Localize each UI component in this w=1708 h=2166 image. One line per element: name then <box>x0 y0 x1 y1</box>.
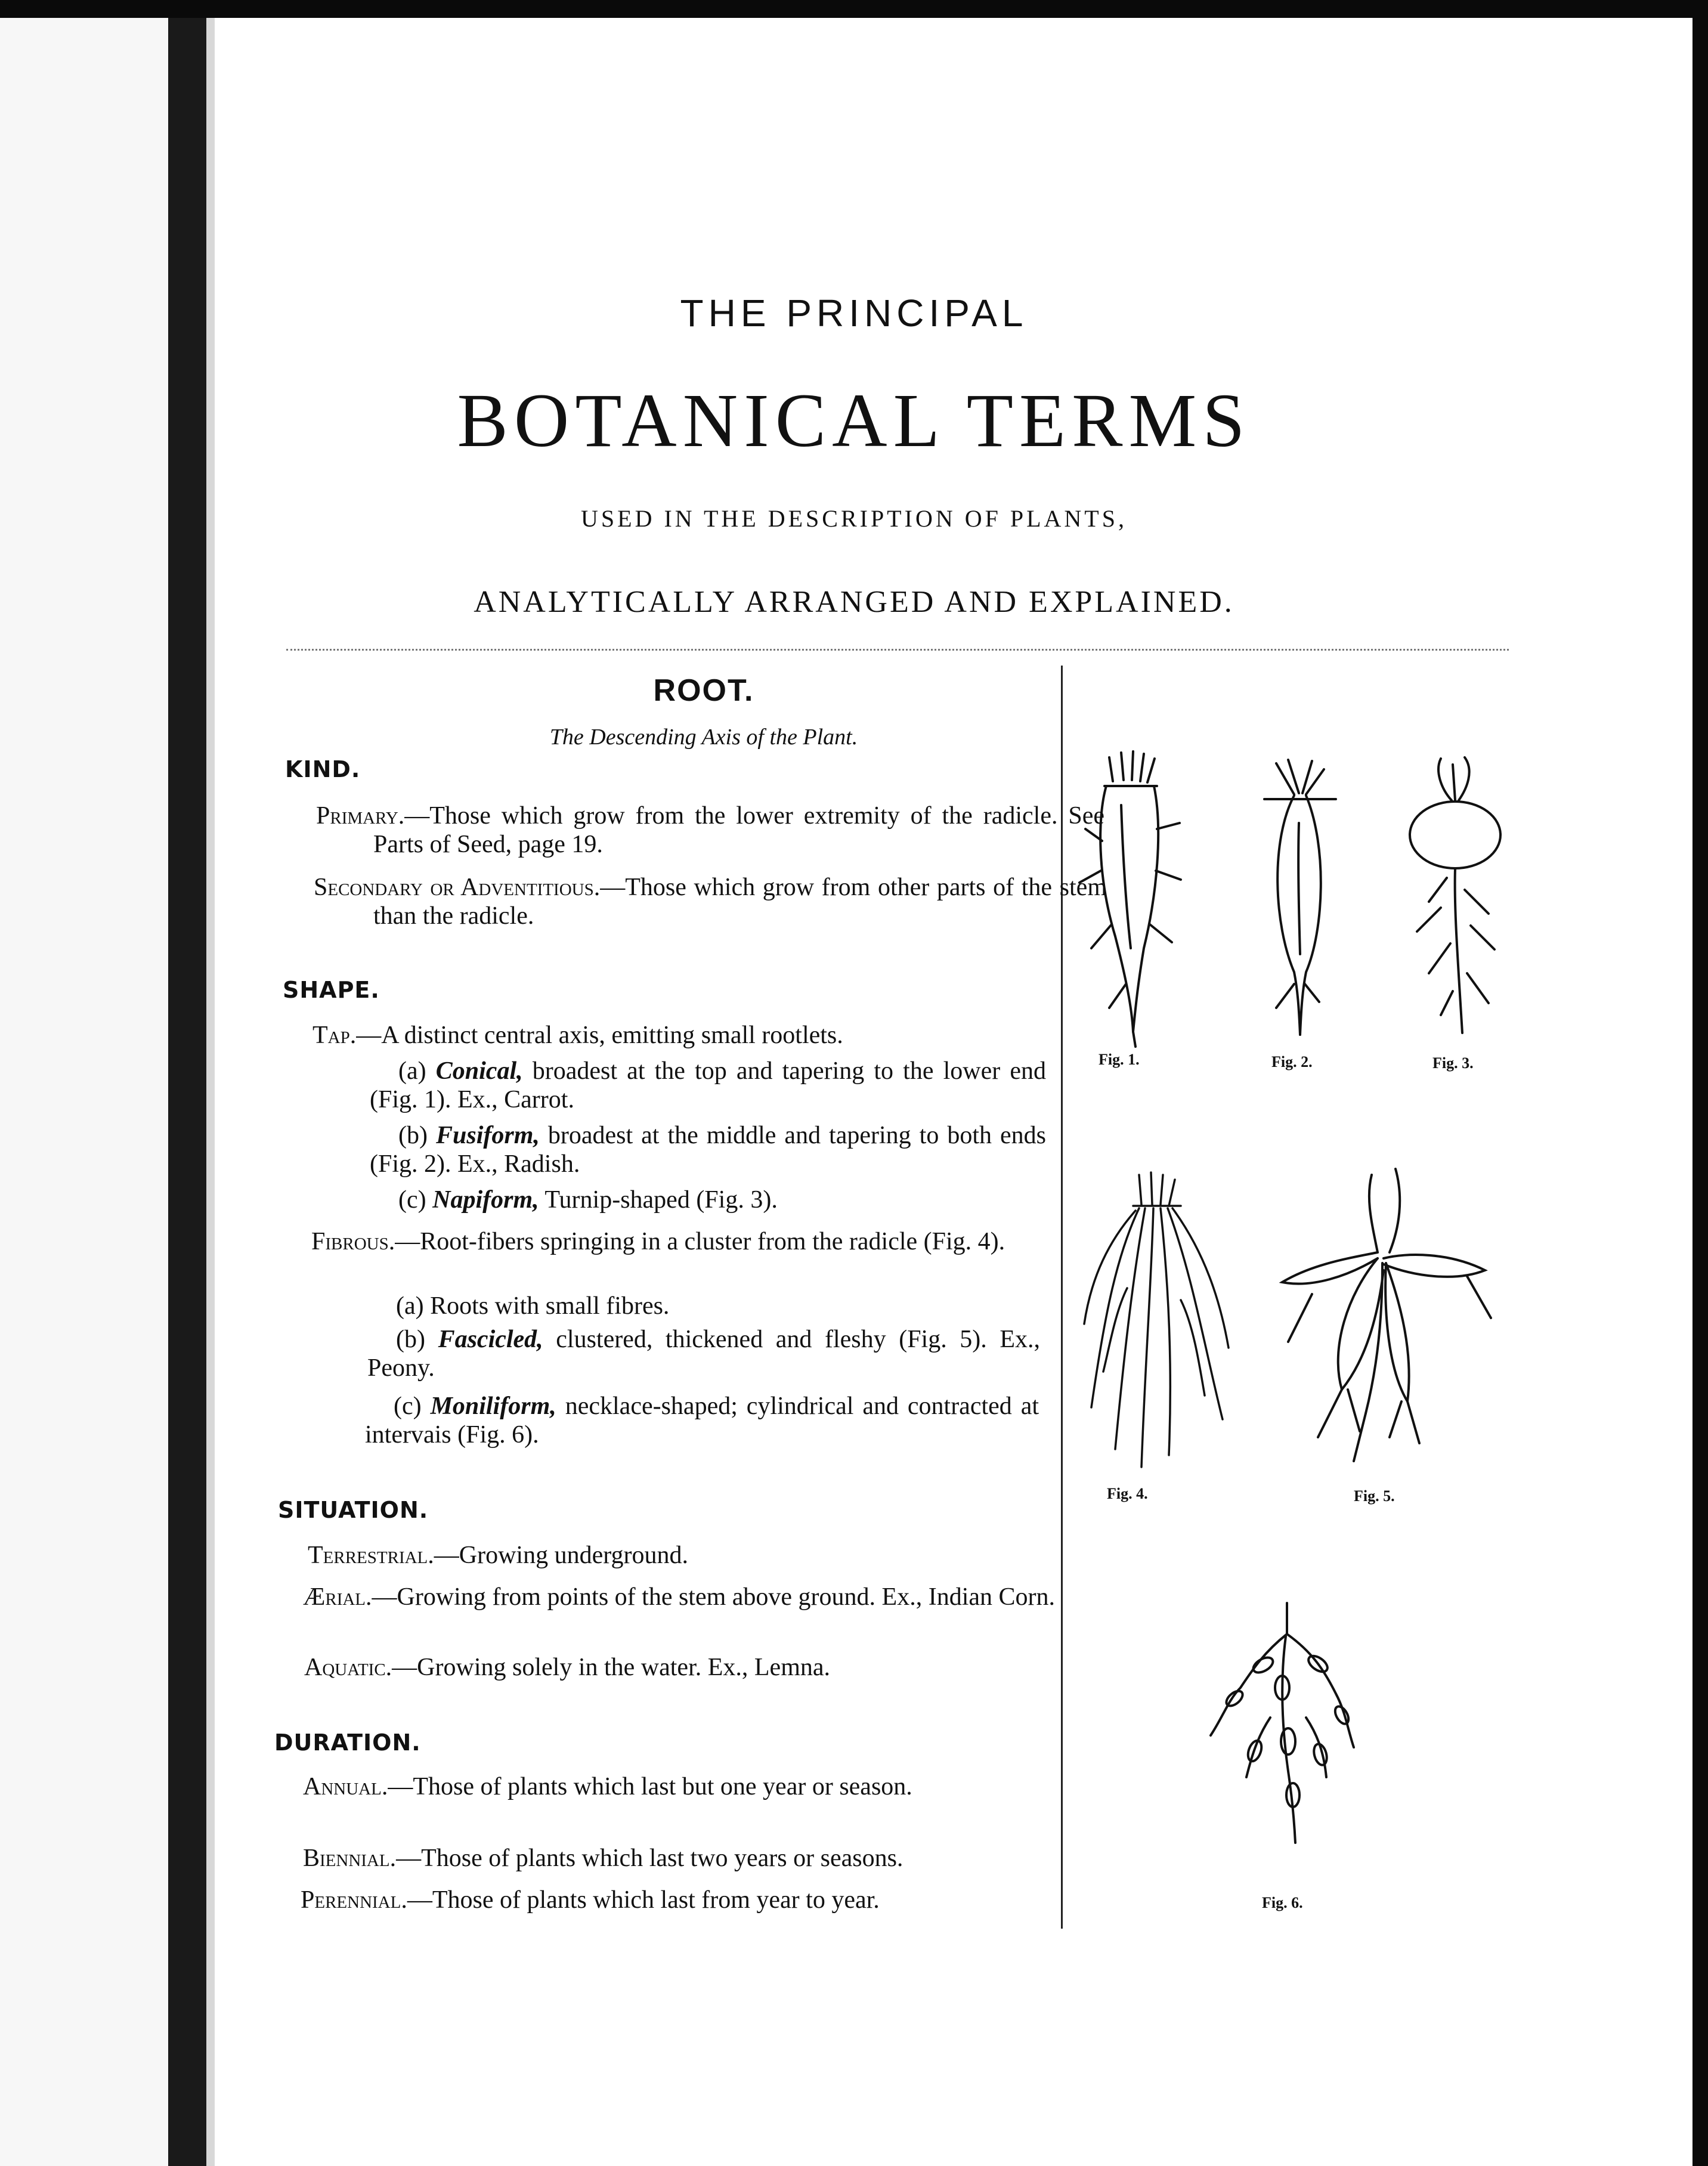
term-fascicled: Fascicled, <box>438 1326 543 1353</box>
term-perennial: Perennial. <box>301 1886 407 1914</box>
figure-4-fibrous-root-drawing <box>1079 1169 1234 1479</box>
term-secondary: Secondary or Adventitious. <box>314 874 601 901</box>
text-aquatic: —Growing solely in the water. Ex., Lemna. <box>392 1654 831 1681</box>
term-conical: Conical, <box>435 1057 523 1085</box>
scan-top-edge <box>0 0 1708 18</box>
caption-fig-6: Fig. 6. <box>1262 1894 1303 1911</box>
prefix-fascicled: (b) <box>396 1326 425 1353</box>
prefix-conical: (a) <box>398 1057 426 1085</box>
term-terrestrial: Terrestrial. <box>308 1542 434 1569</box>
entry-fibrous <box>311 1227 1040 1256</box>
figure-5-fascicled-root-drawing <box>1276 1163 1503 1485</box>
text-tap: —A distinct central axis, emitting small rootlets. <box>356 1022 843 1049</box>
entry-terrestrial <box>308 1541 1035 1570</box>
left-page-margin <box>0 18 168 2166</box>
category-shape: SHAPE. <box>283 977 380 1003</box>
book-binding-shadow <box>168 18 206 2166</box>
text-aerial: —Growing from points of the stem above ground. Ex., Indian Corn. <box>372 1583 1055 1611</box>
term-napiform: Napiform, <box>432 1186 539 1214</box>
text-fibrous: —Root-fibers springing in a cluster from the radicle (Fig. 4). <box>395 1228 1005 1255</box>
prefix-moniliform: (c) <box>394 1393 422 1420</box>
section-subtitle-root: The Descending Axis of the Plant. <box>549 725 858 750</box>
entry-fusiform <box>370 1121 1046 1178</box>
section-title-root: ROOT. <box>653 673 754 708</box>
entry-aerial <box>303 1583 1094 1611</box>
term-aerial: Ærial. <box>303 1583 372 1611</box>
dotted-divider <box>286 649 1509 651</box>
figure-6-moniliform-root-drawing <box>1193 1598 1366 1849</box>
term-fibrous: Fibrous. <box>311 1228 395 1255</box>
text-perennial: —Those of plants which last from year to year. <box>407 1886 880 1914</box>
category-kind: KIND. <box>285 756 361 782</box>
term-aquatic: Aquatic. <box>304 1654 392 1681</box>
text-secondary: —Those which grow from other parts of the stem than the radicle. <box>373 874 1107 930</box>
entry-moniliform <box>365 1392 1039 1449</box>
text-fascicled: clustered, thickened and fleshy (Fig. 5). Ex., Peony. <box>367 1326 1041 1382</box>
entry-annual <box>303 1772 1089 1801</box>
scan-right-edge <box>1692 18 1708 2166</box>
page-title: BOTANICAL TERMS <box>457 378 1251 463</box>
entry-fascicled <box>367 1325 1040 1382</box>
term-annual: Annual. <box>303 1773 388 1800</box>
prefix-fusiform: (b) <box>398 1122 428 1149</box>
caption-fig-1: Fig. 1. <box>1099 1051 1140 1068</box>
caption-fig-5: Fig. 5. <box>1354 1487 1395 1505</box>
entry-aquatic <box>304 1653 1033 1682</box>
caption-fig-2: Fig. 2. <box>1271 1053 1313 1070</box>
text-moniliform: necklace-shaped; cylindrical and contracted at intervais (Fig. 6). <box>365 1393 1039 1449</box>
heading-arranged: ANALYTICALLY ARRANGED AND EXPLAINED. <box>474 585 1234 619</box>
term-moniliform: Moniliform, <box>430 1393 556 1420</box>
entry-primary <box>316 802 1104 859</box>
term-biennial: Biennial. <box>303 1845 397 1872</box>
category-duration: DURATION. <box>274 1729 421 1756</box>
figure-2-fusiform-root-drawing <box>1252 757 1348 1038</box>
text-napiform: Turnip-shaped (Fig. 3). <box>544 1186 778 1214</box>
text-annual: —Those of plants which last but one year or season. <box>388 1773 912 1800</box>
entry-tap <box>312 1021 1046 1050</box>
entry-perennial <box>301 1886 1032 1914</box>
term-primary: Primary. <box>316 802 405 830</box>
text-primary: —Those which grow from the lower extremity of the radicle. See Parts of Seed, page 19. <box>373 802 1104 858</box>
entry-biennial <box>303 1844 1032 1873</box>
entry-conical <box>370 1057 1046 1114</box>
figure-1-conical-root-drawing <box>1073 745 1193 1050</box>
text-fusiform: broadest at the middle and tapering to both ends (Fig. 2). Ex., Radish. <box>370 1122 1046 1178</box>
heading-subtitle: USED IN THE DESCRIPTION OF PLANTS, <box>581 505 1127 532</box>
binding-highlight <box>206 18 215 2166</box>
figure-3-napiform-root-drawing <box>1405 753 1506 1045</box>
prefix-napiform: (c) <box>398 1186 426 1214</box>
heading-line-1: THE PRINCIPAL <box>680 292 1028 335</box>
category-situation: SITUATION. <box>278 1497 429 1523</box>
entry-napiform <box>398 1186 1046 1214</box>
term-tap: Tap. <box>312 1022 357 1049</box>
caption-fig-4: Fig. 4. <box>1107 1485 1148 1502</box>
entry-secondary <box>314 873 1107 930</box>
text-conical: broadest at the top and tapering to the lower end (Fig. 1). Ex., Carrot. <box>370 1057 1047 1113</box>
term-fusiform: Fusiform, <box>435 1122 540 1149</box>
entry-small-fibres: (a) Roots with small fibres. <box>396 1292 670 1320</box>
text-terrestrial: —Growing underground. <box>434 1542 688 1569</box>
caption-fig-3: Fig. 3. <box>1432 1054 1474 1072</box>
text-biennial: —Those of plants which last two years or seasons. <box>396 1845 903 1872</box>
